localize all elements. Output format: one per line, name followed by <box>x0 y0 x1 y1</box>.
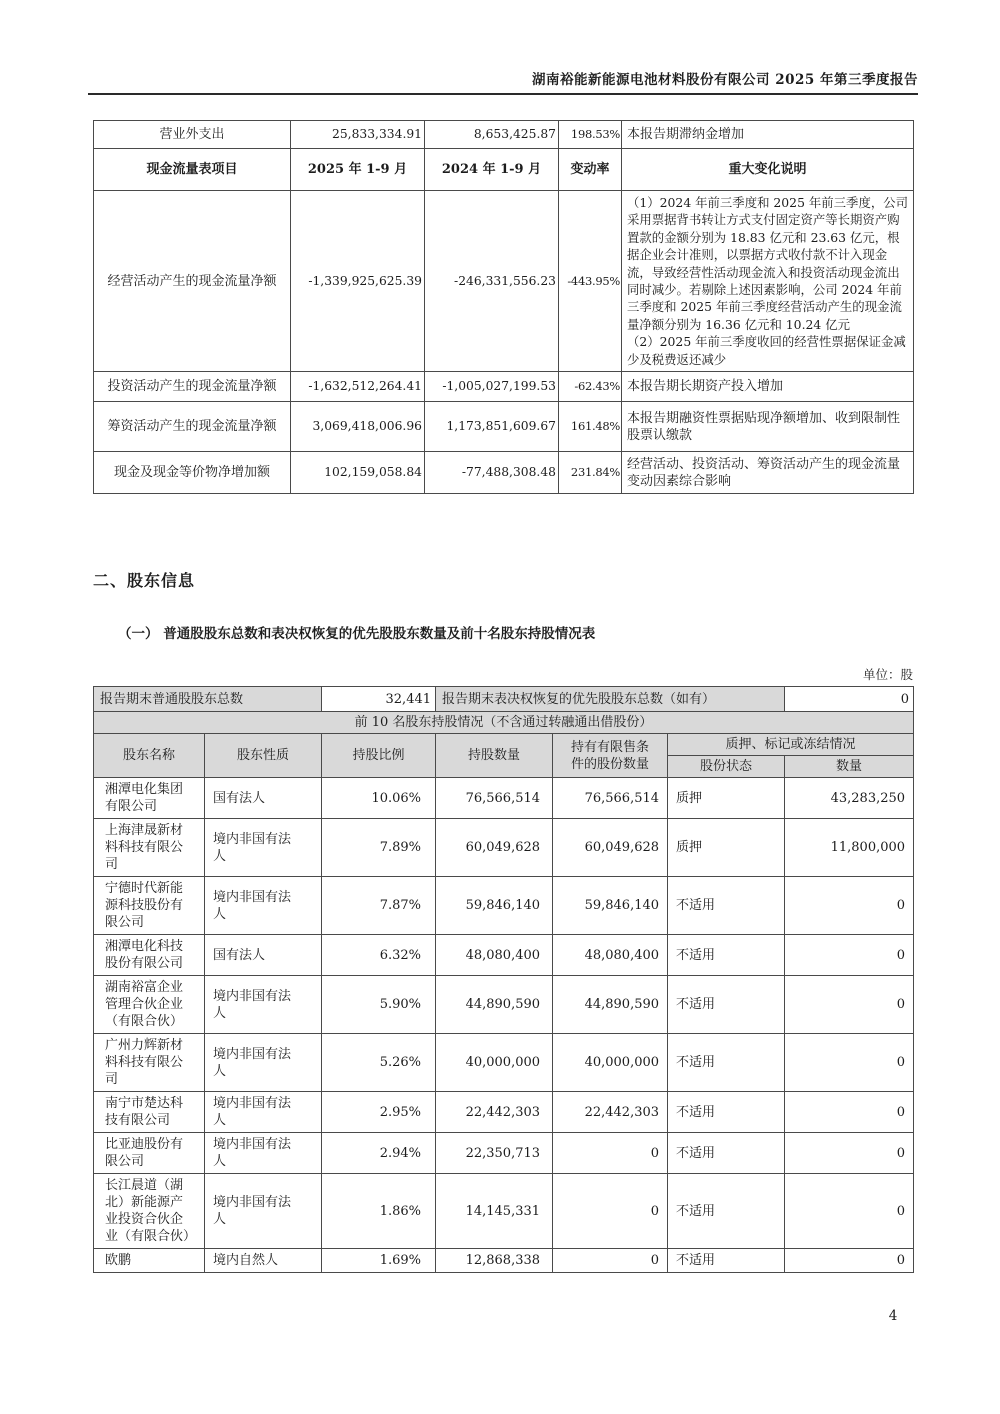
holding-shares: 22,442,303 <box>436 1092 553 1133</box>
value-2024: -1,005,027,199.53 <box>425 372 559 402</box>
col-header-name: 股东名称 <box>94 734 205 778</box>
value-2024: -246,331,556.23 <box>425 191 559 372</box>
holding-shares: 76,566,514 <box>436 778 553 819</box>
restricted-shares: 59,846,140 <box>553 877 668 935</box>
col-header-2024: 2024 年 1-9 月 <box>425 149 559 191</box>
restricted-shares: 48,080,400 <box>553 935 668 976</box>
cashflow-carryover-row <box>94 121 914 149</box>
restricted-shares: 22,442,303 <box>553 1092 668 1133</box>
item-label: 经营活动产生的现金流量净额 <box>94 191 291 372</box>
holding-ratio: 1.69% <box>322 1249 436 1273</box>
pledge-amount: 11,800,000 <box>785 819 914 877</box>
shareholder-row-1 <box>94 778 914 819</box>
pledge-status: 质押 <box>668 819 785 877</box>
change-rate: -443.95% <box>559 191 622 372</box>
holding-shares: 40,000,000 <box>436 1034 553 1092</box>
holding-ratio: 5.26% <box>322 1034 436 1092</box>
top10-caption-row <box>94 712 914 734</box>
shareholder-table <box>93 686 914 1273</box>
shareholder-nature: 国有法人 <box>205 935 322 976</box>
value-2024: 8,653,425.87 <box>425 121 559 149</box>
pledge-amount: 0 <box>785 877 914 935</box>
col-header-note: 重大变化说明 <box>622 149 914 191</box>
shareholder-row-2 <box>94 819 914 877</box>
change-note: 经营活动、投资活动、筹资活动产生的现金流量变动因素综合影响 <box>622 452 914 494</box>
pledge-status: 不适用 <box>668 1034 785 1092</box>
shareholder-name: 欧鹏 <box>94 1249 205 1273</box>
shareholder-nature: 境内非国有法人 <box>205 976 322 1034</box>
cashflow-row-investing <box>94 372 914 402</box>
value-2025: 102,159,058.84 <box>291 452 425 494</box>
restricted-shares: 76,566,514 <box>553 778 668 819</box>
pledge-amount: 0 <box>785 935 914 976</box>
pledge-amount: 0 <box>785 1092 914 1133</box>
item-label: 投资活动产生的现金流量净额 <box>94 372 291 402</box>
shareholder-nature: 境内非国有法人 <box>205 1174 322 1249</box>
value-2024: -77,488,308.48 <box>425 452 559 494</box>
preferred-shareholders-value: 0 <box>785 687 914 712</box>
shareholder-row-8 <box>94 1133 914 1174</box>
preferred-shareholders-label: 报告期末表决权恢复的优先股股东总数（如有） <box>436 687 785 712</box>
shareholder-summary-row <box>94 687 914 712</box>
pledge-status: 不适用 <box>668 976 785 1034</box>
shareholder-nature: 国有法人 <box>205 778 322 819</box>
common-shareholders-value: 32,441 <box>322 687 436 712</box>
item-label: 筹资活动产生的现金流量净额 <box>94 402 291 452</box>
holding-ratio: 1.86% <box>322 1174 436 1249</box>
holding-shares: 14,145,331 <box>436 1174 553 1249</box>
pledge-status: 不适用 <box>668 1133 785 1174</box>
col-header-status: 股份状态 <box>668 756 785 778</box>
note-paragraph-2: （2）2025 年前三季度收回的经营性票据保证金减少及税费返还减少 <box>627 334 906 367</box>
shareholder-name: 湘潭电化科技股份有限公司 <box>94 935 205 976</box>
pledge-status: 不适用 <box>668 1092 785 1133</box>
section-title: 二、股东信息 <box>93 571 196 590</box>
shareholder-row-5 <box>94 976 914 1034</box>
shareholder-nature: 境内非国有法人 <box>205 1133 322 1174</box>
note-paragraph-1: （1）2024 年前三季度和 2025 年前三季度，公司采用票据背书转让方式支付固定资产等长期资产购置款的金额分别为 18.83 亿元和 23.63 亿元，根据企业会计准则，以票据方式收付款不计入现金流，导致经营性活动现金流入和投资活动现金流出同时减少。若剔除上述因素影响，公司 2024 年前三季度和 2025 年前三季度经营活动产生的现金流量净额分别为 16.36 亿元和 10.24 亿元 <box>627 195 909 332</box>
holding-shares: 44,890,590 <box>436 976 553 1034</box>
holding-shares: 22,350,713 <box>436 1133 553 1174</box>
holding-ratio: 5.90% <box>322 976 436 1034</box>
pledge-amount: 0 <box>785 1174 914 1249</box>
unit-label: 单位：股 <box>862 667 913 682</box>
pledge-status: 不适用 <box>668 1174 785 1249</box>
pledge-amount: 0 <box>785 976 914 1034</box>
restricted-shares: 0 <box>553 1133 668 1174</box>
holding-ratio: 6.32% <box>322 935 436 976</box>
shareholder-name: 长江晨道（湖北）新能源产业投资合伙企业（有限合伙） <box>94 1174 205 1249</box>
shareholder-name: 宁德时代新能源科技股份有限公司 <box>94 877 205 935</box>
pledge-status: 不适用 <box>668 935 785 976</box>
value-2025: 25,833,334.91 <box>291 121 425 149</box>
holding-ratio: 10.06% <box>322 778 436 819</box>
shareholder-name: 湘潭电化集团有限公司 <box>94 778 205 819</box>
restricted-shares: 0 <box>553 1174 668 1249</box>
shareholder-row-7 <box>94 1092 914 1133</box>
pledge-amount: 0 <box>785 1034 914 1092</box>
holding-shares: 12,868,338 <box>436 1249 553 1273</box>
col-header-pledge-group: 质押、标记或冻结情况 <box>668 734 914 756</box>
shareholder-nature: 境内自然人 <box>205 1249 322 1273</box>
col-header-shares: 持股数量 <box>436 734 553 778</box>
pledge-status: 不适用 <box>668 877 785 935</box>
holding-shares: 59,846,140 <box>436 877 553 935</box>
shareholder-row-3 <box>94 877 914 935</box>
col-header-amount: 数量 <box>785 756 914 778</box>
change-note <box>622 191 914 372</box>
shareholder-row-10 <box>94 1249 914 1273</box>
col-header-ratio: 持股比例 <box>322 734 436 778</box>
shareholder-header-row-1 <box>94 734 914 756</box>
value-2025: -1,339,925,625.39 <box>291 191 425 372</box>
value-2025: -1,632,512,264.41 <box>291 372 425 402</box>
header-divider <box>88 93 918 95</box>
restricted-shares: 60,049,628 <box>553 819 668 877</box>
value-2025: 3,069,418,006.96 <box>291 402 425 452</box>
shareholder-name: 比亚迪股份有限公司 <box>94 1133 205 1174</box>
shareholder-nature: 境内非国有法人 <box>205 1092 322 1133</box>
change-note: 本报告期滞纳金增加 <box>622 121 914 149</box>
pledge-status: 质押 <box>668 778 785 819</box>
change-rate: 161.48% <box>559 402 622 452</box>
col-header-change: 变动率 <box>559 149 622 191</box>
pledge-amount: 0 <box>785 1249 914 1273</box>
holding-ratio: 2.94% <box>322 1133 436 1174</box>
col-header-item: 现金流量表项目 <box>94 149 291 191</box>
pledge-amount: 43,283,250 <box>785 778 914 819</box>
item-label: 现金及现金等价物净增加额 <box>94 452 291 494</box>
cashflow-header-row <box>94 149 914 191</box>
change-note: 本报告期长期资产投入增加 <box>622 372 914 402</box>
change-rate: 231.84% <box>559 452 622 494</box>
subsection-title: （一） 普通股股东总数和表决权恢复的优先股股东数量及前十名股东持股情况表 <box>118 626 596 642</box>
holding-ratio: 2.95% <box>322 1092 436 1133</box>
change-rate: -62.43% <box>559 372 622 402</box>
col-header-2025: 2025 年 1-9 月 <box>291 149 425 191</box>
shareholder-row-4 <box>94 935 914 976</box>
restricted-shares: 0 <box>553 1249 668 1273</box>
col-header-nature: 股东性质 <box>205 734 322 778</box>
cashflow-table <box>93 120 914 494</box>
pledge-status: 不适用 <box>668 1249 785 1273</box>
shareholder-name: 湖南裕富企业管理合伙企业（有限合伙） <box>94 976 205 1034</box>
cashflow-row-net-increase <box>94 452 914 494</box>
shareholder-name: 上海津晟新材料科技有限公司 <box>94 819 205 877</box>
shareholder-nature: 境内非国有法人 <box>205 877 322 935</box>
value-2024: 1,173,851,609.67 <box>425 402 559 452</box>
pledge-amount: 0 <box>785 1133 914 1174</box>
shareholder-nature: 境内非国有法人 <box>205 819 322 877</box>
item-label: 营业外支出 <box>94 121 291 149</box>
shareholder-name: 广州力辉新材料科技有限公司 <box>94 1034 205 1092</box>
shareholder-name: 南宁市楚达科技有限公司 <box>94 1092 205 1133</box>
document-header-title: 湖南裕能新能源电池材料股份有限公司 2025 年第三季度报告 <box>532 72 918 88</box>
common-shareholders-label: 报告期末普通股股东总数 <box>94 687 322 712</box>
restricted-shares: 40,000,000 <box>553 1034 668 1092</box>
holding-shares: 60,049,628 <box>436 819 553 877</box>
shareholder-row-6 <box>94 1034 914 1092</box>
col-header-restricted: 持有有限售条件的股份数量 <box>553 734 668 778</box>
cashflow-row-operating <box>94 191 914 372</box>
change-note: 本报告期融资性票据贴现净额增加、收到限制性股票认缴款 <box>622 402 914 452</box>
change-rate: 198.53% <box>559 121 622 149</box>
page-number: 4 <box>888 1308 898 1324</box>
shareholder-row-9 <box>94 1174 914 1249</box>
restricted-shares: 44,890,590 <box>553 976 668 1034</box>
holding-ratio: 7.87% <box>322 877 436 935</box>
cashflow-row-financing <box>94 402 914 452</box>
holding-ratio: 7.89% <box>322 819 436 877</box>
shareholder-nature: 境内非国有法人 <box>205 1034 322 1092</box>
holding-shares: 48,080,400 <box>436 935 553 976</box>
top10-caption: 前 10 名股东持股情况（不含通过转融通出借股份） <box>94 712 914 734</box>
